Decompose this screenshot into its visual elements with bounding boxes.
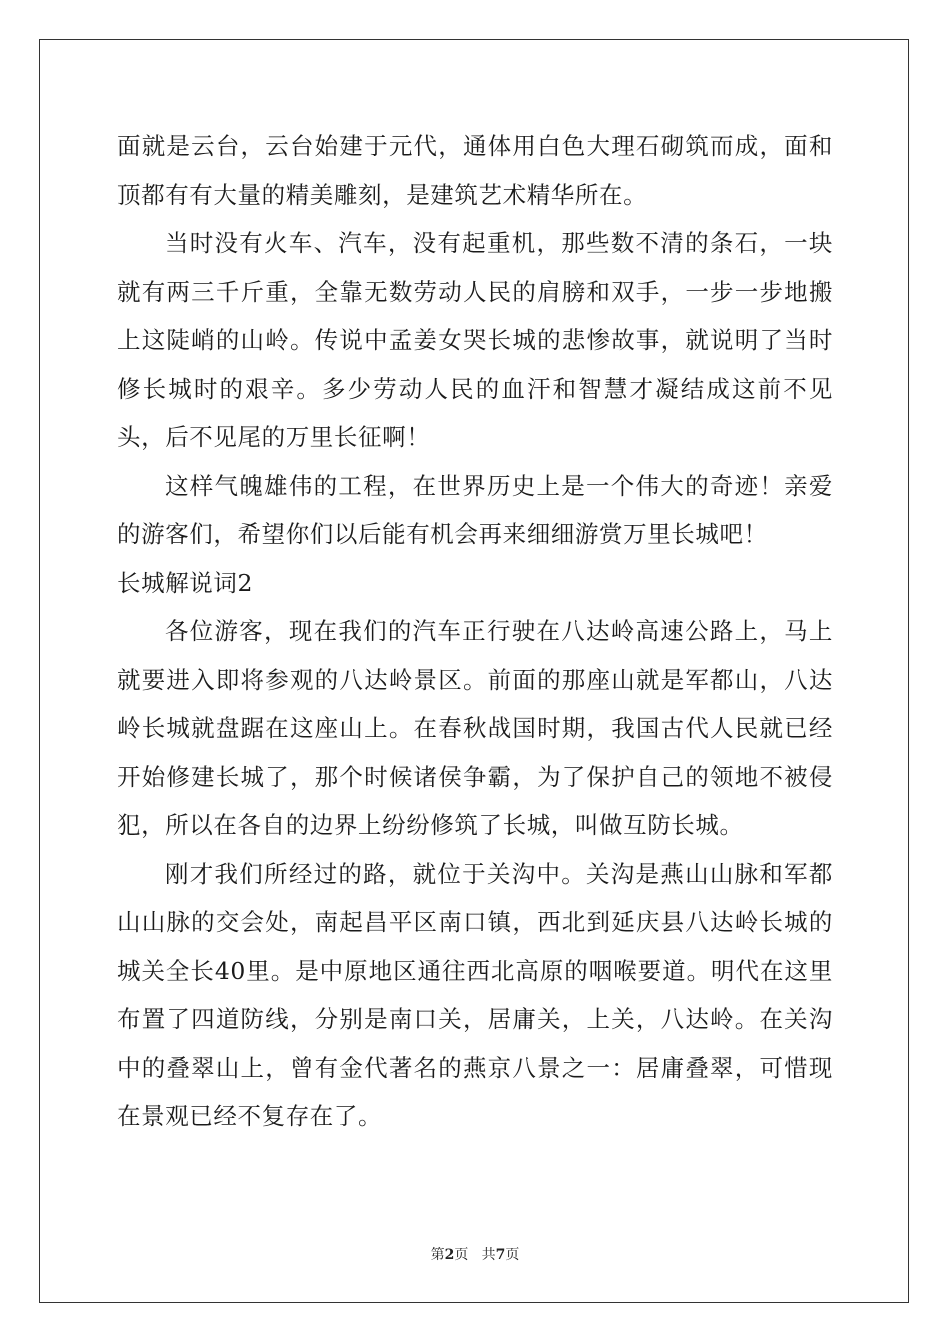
document-body	[117, 122, 833, 1141]
paragraph-4: 各位游客，现在我们的汽车正行驶在八达岭高速公路上，马上就要进入即将参观的八达岭景区。前面的那座山就是军都山，八达岭长城就盘踞在这座山上。在春秋战国时期，我国古代人民就已经开始修建长城了，那个时候诸侯争霸，为了保护自己的领地不被侵犯，所以在各自的边界上纷纷修筑了长城，叫做互防长城。	[117, 617, 833, 839]
total-prefix: 共	[481, 1247, 496, 1263]
total-suffix: 页	[505, 1247, 520, 1263]
paragraph-3: 这样气魄雄伟的工程，在世界历史上是一个伟大的奇迹！亲爱的游客们，希望你们以后能有机会再来细细游赏万里长城吧！	[117, 471, 833, 548]
page-number: 2	[444, 1247, 455, 1263]
page-footer	[0, 1244, 950, 1264]
section-heading: 长城解说词2	[117, 568, 254, 597]
page-prefix: 第	[430, 1247, 445, 1263]
paragraph-1: 面就是云台，云台始建于元代，通体用白色大理石砌筑而成，面和顶都有有大量的精美雕刻，是建筑艺术精华所在。	[117, 132, 833, 209]
total-pages: 7	[495, 1247, 506, 1263]
page-suffix: 页	[454, 1247, 469, 1263]
paragraph-5: 刚才我们所经过的路，就位于关沟中。关沟是燕山山脉和军都山山脉的交会处，南起昌平区南口镇，西北到延庆县八达岭长城的城关全长40里。是中原地区通往西北高原的咽喉要道。明代在这里布置了四道防线，分别是南口关，居庸关，上关，八达岭。在关沟中的叠翠山上，曾有金代著名的燕京八景之一：居庸叠翠，可惜现在景观已经不复存在了。	[117, 859, 833, 1130]
paragraph-2: 当时没有火车、汽车，没有起重机，那些数不清的条石，一块就有两三千斤重，全靠无数劳动人民的肩膀和双手，一步一步地搬上这陡峭的山岭。传说中孟姜女哭长城的悲惨故事，就说明了当时修长城时的艰辛。多少劳动人民的血汗和智慧才凝结成这前不见头，后不见尾的万里长征啊！	[117, 229, 833, 451]
